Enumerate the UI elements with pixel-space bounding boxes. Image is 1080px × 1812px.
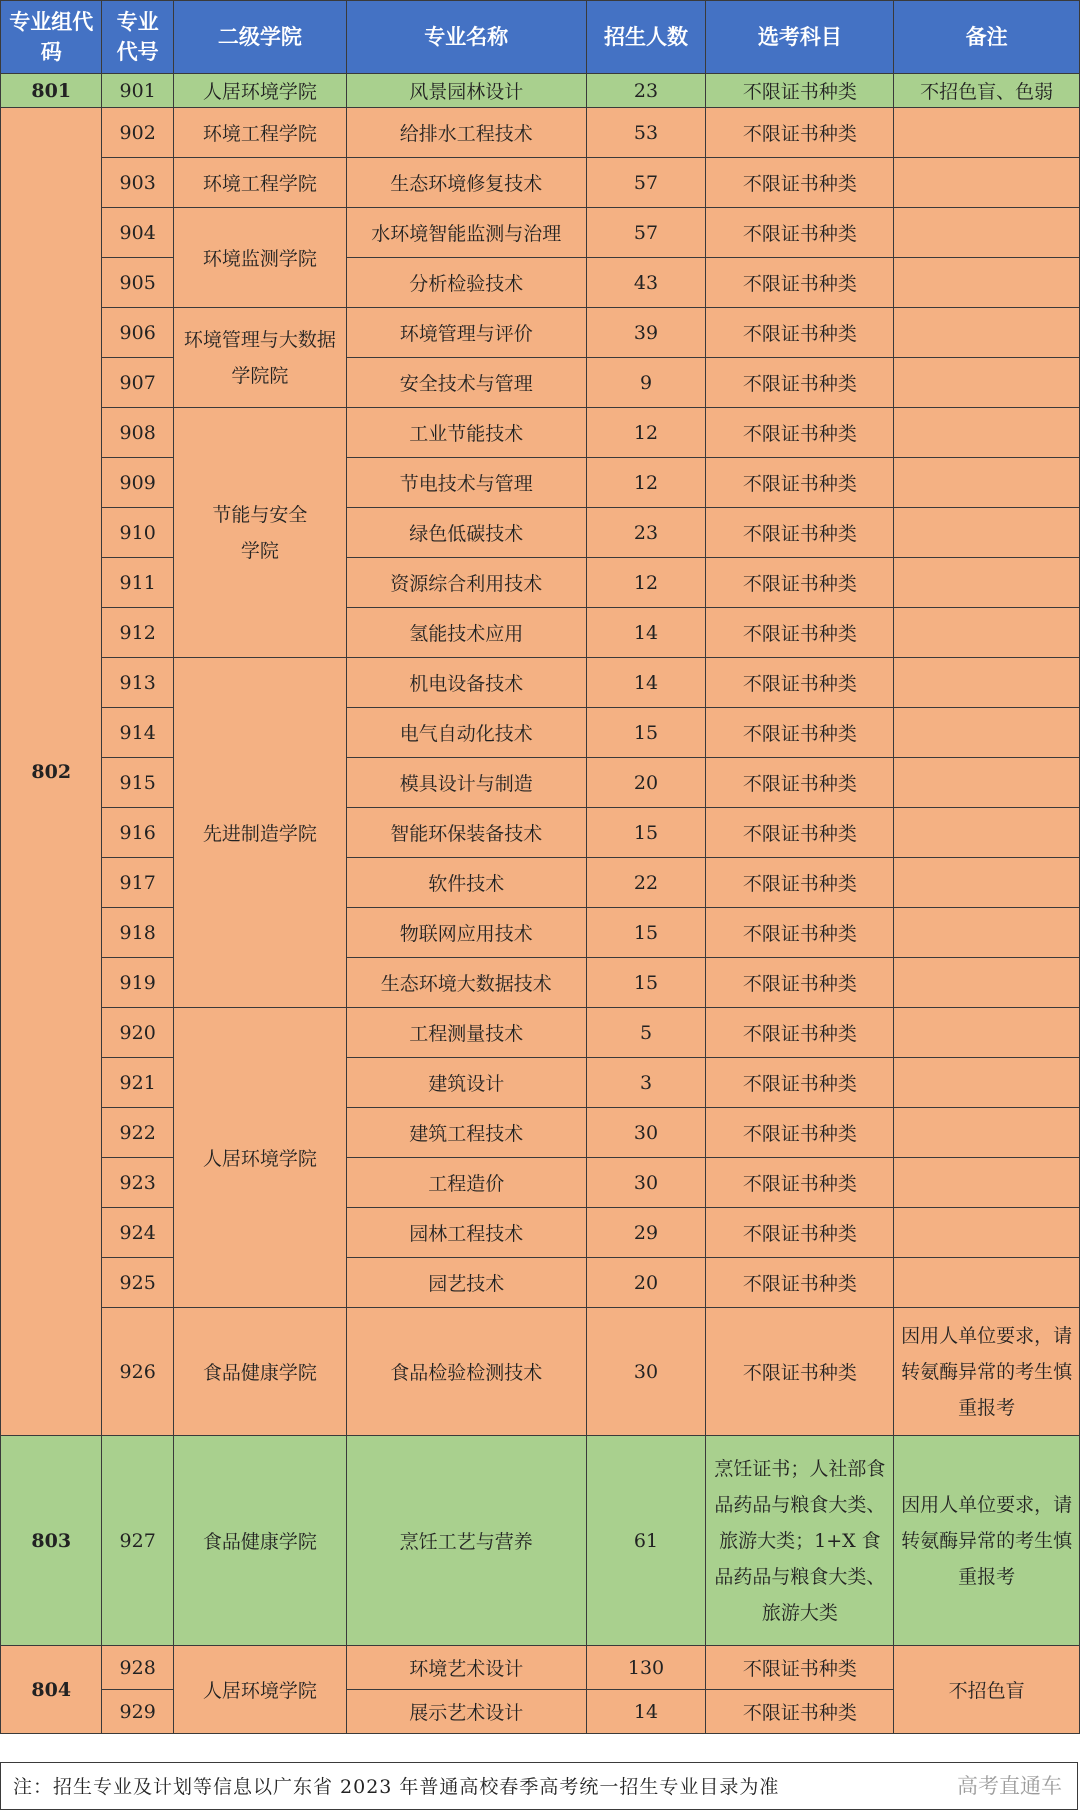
college-cell: 环境管理与大数据学院院	[173, 308, 346, 408]
remark-cell	[894, 1158, 1080, 1208]
major-code-cell: 902	[102, 108, 173, 158]
subject-cell: 不限证书种类	[706, 1208, 894, 1258]
enrollment-cell: 57	[586, 208, 706, 258]
table-row	[1, 308, 1080, 358]
enrollment-cell: 39	[586, 308, 706, 358]
major-name-cell: 烹饪工艺与营养	[346, 1436, 586, 1646]
major-name-cell: 机电设备技术	[346, 658, 586, 708]
major-code-cell: 928	[102, 1646, 173, 1690]
subject-cell: 不限证书种类	[706, 108, 894, 158]
enrollment-cell: 43	[586, 258, 706, 308]
college-cell: 人居环境学院	[173, 1008, 346, 1308]
major-code-cell: 926	[102, 1308, 173, 1436]
subject-cell: 不限证书种类	[706, 358, 894, 408]
subject-cell: 不限证书种类	[706, 308, 894, 358]
major-name-cell: 安全技术与管理	[346, 358, 586, 408]
major-code-cell: 924	[102, 1208, 173, 1258]
major-code-cell: 923	[102, 1158, 173, 1208]
enrollment-cell: 30	[586, 1308, 706, 1436]
remark-cell: 因用人单位要求，请转氨酶异常的考生慎重报考	[894, 1436, 1080, 1646]
major-code-cell: 914	[102, 708, 173, 758]
major-name-cell: 风景园林设计	[346, 74, 586, 108]
subject-cell: 不限证书种类	[706, 458, 894, 508]
group-code-cell: 804	[1, 1646, 102, 1734]
subject-cell: 不限证书种类	[706, 1058, 894, 1108]
table-row	[1, 1108, 1080, 1158]
major-name-cell: 生态环境修复技术	[346, 158, 586, 208]
subject-cell: 不限证书种类	[706, 858, 894, 908]
major-name-cell: 园艺技术	[346, 1258, 586, 1308]
subject-cell: 不限证书种类	[706, 208, 894, 258]
enrollment-cell: 30	[586, 1158, 706, 1208]
remark-cell	[894, 808, 1080, 858]
major-name-cell: 模具设计与制造	[346, 758, 586, 808]
major-name-cell: 展示艺术设计	[346, 1690, 586, 1734]
major-name-cell: 氢能技术应用	[346, 608, 586, 658]
major-code-cell: 921	[102, 1058, 173, 1108]
major-name-cell: 工程造价	[346, 1158, 586, 1208]
remark-cell	[894, 608, 1080, 658]
remark-cell	[894, 1008, 1080, 1058]
table-row	[1, 958, 1080, 1008]
remark-cell	[894, 1058, 1080, 1108]
enrollment-cell: 61	[586, 1436, 706, 1646]
subject-cell: 不限证书种类	[706, 508, 894, 558]
enrollment-cell: 22	[586, 858, 706, 908]
enrollment-cell: 29	[586, 1208, 706, 1258]
major-code-cell: 917	[102, 858, 173, 908]
enrollment-cell: 57	[586, 158, 706, 208]
enrollment-cell: 23	[586, 74, 706, 108]
enrollment-cell: 15	[586, 708, 706, 758]
major-code-cell: 906	[102, 308, 173, 358]
major-name-cell: 建筑工程技术	[346, 1108, 586, 1158]
subject-cell: 不限证书种类	[706, 758, 894, 808]
enrollment-cell: 30	[586, 1108, 706, 1158]
table-row	[1, 1008, 1080, 1058]
header-remarks: 备注	[894, 1, 1080, 74]
subject-cell: 不限证书种类	[706, 74, 894, 108]
subject-cell: 不限证书种类	[706, 1108, 894, 1158]
enrollment-cell: 14	[586, 608, 706, 658]
enrollment-cell: 20	[586, 1258, 706, 1308]
remark-cell: 因用人单位要求，请转氨酶异常的考生慎重报考	[894, 1308, 1080, 1436]
table-row	[1, 74, 1080, 108]
table-row	[1, 758, 1080, 808]
table-row	[1, 808, 1080, 858]
major-code-cell: 916	[102, 808, 173, 858]
table-row	[1, 108, 1080, 158]
table-row	[1, 908, 1080, 958]
subject-cell: 不限证书种类	[706, 1308, 894, 1436]
table-row	[1, 1436, 1080, 1646]
header-subjects: 选考科目	[706, 1, 894, 74]
major-name-cell: 资源综合利用技术	[346, 558, 586, 608]
major-name-cell: 软件技术	[346, 858, 586, 908]
group-code-cell: 803	[1, 1436, 102, 1646]
subject-cell: 不限证书种类	[706, 958, 894, 1008]
enrollment-cell: 5	[586, 1008, 706, 1058]
major-name-cell: 园林工程技术	[346, 1208, 586, 1258]
major-code-cell: 903	[102, 158, 173, 208]
major-code-cell: 907	[102, 358, 173, 408]
subject-cell: 不限证书种类	[706, 1158, 894, 1208]
major-code-cell: 904	[102, 208, 173, 258]
remark-cell	[894, 958, 1080, 1008]
major-name-cell: 给排水工程技术	[346, 108, 586, 158]
remark-cell	[894, 508, 1080, 558]
table-row	[1, 1258, 1080, 1308]
remark-cell	[894, 158, 1080, 208]
major-code-cell: 922	[102, 1108, 173, 1158]
major-code-cell: 912	[102, 608, 173, 658]
table-row	[1, 708, 1080, 758]
enrollment-cell: 23	[586, 508, 706, 558]
subject-cell: 不限证书种类	[706, 608, 894, 658]
group-code-cell: 801	[1, 74, 102, 108]
major-name-cell: 绿色低碳技术	[346, 508, 586, 558]
major-name-cell: 环境艺术设计	[346, 1646, 586, 1690]
enrollment-cell: 12	[586, 558, 706, 608]
enrollment-cell: 130	[586, 1646, 706, 1690]
remark-cell	[894, 908, 1080, 958]
enrollment-cell: 15	[586, 908, 706, 958]
subject-cell: 不限证书种类	[706, 908, 894, 958]
subject-cell: 不限证书种类	[706, 158, 894, 208]
remark-cell: 不招色盲	[894, 1646, 1080, 1734]
subject-cell: 不限证书种类	[706, 658, 894, 708]
header-row	[1, 1, 1080, 74]
major-code-cell: 925	[102, 1258, 173, 1308]
remark-cell	[894, 458, 1080, 508]
college-cell: 人居环境学院	[173, 1646, 346, 1734]
footnote	[0, 1762, 1078, 1810]
major-code-cell: 920	[102, 1008, 173, 1058]
subject-cell: 不限证书种类	[706, 808, 894, 858]
table-row	[1, 258, 1080, 308]
college-cell: 人居环境学院	[173, 74, 346, 108]
major-name-cell: 工业节能技术	[346, 408, 586, 458]
header-group-code: 专业组代码	[1, 1, 102, 74]
remark-cell	[894, 258, 1080, 308]
enrollment-cell: 14	[586, 1690, 706, 1734]
remark-cell	[894, 308, 1080, 358]
table-row	[1, 508, 1080, 558]
table-row	[1, 1158, 1080, 1208]
major-code-cell: 913	[102, 658, 173, 708]
college-cell: 环境工程学院	[173, 158, 346, 208]
enrollment-cell: 14	[586, 658, 706, 708]
major-name-cell: 分析检验技术	[346, 258, 586, 308]
major-code-cell: 927	[102, 1436, 173, 1646]
major-code-cell: 929	[102, 1690, 173, 1734]
table-row	[1, 608, 1080, 658]
remark-cell	[894, 708, 1080, 758]
enrollment-cell: 20	[586, 758, 706, 808]
college-cell: 食品健康学院	[173, 1308, 346, 1436]
remark-cell	[894, 658, 1080, 708]
remark-cell	[894, 108, 1080, 158]
subject-cell: 不限证书种类	[706, 258, 894, 308]
subject-cell: 不限证书种类	[706, 558, 894, 608]
table-row	[1, 858, 1080, 908]
table-row	[1, 208, 1080, 258]
major-code-cell: 910	[102, 508, 173, 558]
major-name-cell: 生态环境大数据技术	[346, 958, 586, 1008]
subject-cell: 不限证书种类	[706, 708, 894, 758]
subject-cell: 不限证书种类	[706, 1646, 894, 1690]
watermark: 高考直通车	[957, 1774, 1062, 1798]
table-row	[1, 158, 1080, 208]
remark-cell	[894, 558, 1080, 608]
table-row	[1, 1308, 1080, 1436]
subject-cell: 不限证书种类	[706, 408, 894, 458]
header-college: 二级学院	[173, 1, 346, 74]
major-code-cell: 918	[102, 908, 173, 958]
college-cell: 环境监测学院	[173, 208, 346, 308]
enrollment-cell: 12	[586, 458, 706, 508]
remark-cell	[894, 1208, 1080, 1258]
major-name-cell: 智能环保装备技术	[346, 808, 586, 858]
remark-cell	[894, 758, 1080, 808]
table-row	[1, 1208, 1080, 1258]
table-row	[1, 658, 1080, 708]
table-row	[1, 1646, 1080, 1690]
remark-cell	[894, 1258, 1080, 1308]
major-code-cell: 919	[102, 958, 173, 1008]
major-name-cell: 水环境智能监测与治理	[346, 208, 586, 258]
major-code-cell: 901	[102, 74, 173, 108]
table-row	[1, 1058, 1080, 1108]
major-code-cell: 905	[102, 258, 173, 308]
major-name-cell: 电气自动化技术	[346, 708, 586, 758]
table-row	[1, 408, 1080, 458]
enrollment-cell: 9	[586, 358, 706, 408]
major-name-cell: 工程测量技术	[346, 1008, 586, 1058]
remark-cell	[894, 208, 1080, 258]
major-code-cell: 915	[102, 758, 173, 808]
subject-cell: 不限证书种类	[706, 1258, 894, 1308]
major-name-cell: 食品检验检测技术	[346, 1308, 586, 1436]
group-code-cell: 802	[1, 108, 102, 1436]
enrollment-cell: 15	[586, 958, 706, 1008]
college-cell: 食品健康学院	[173, 1436, 346, 1646]
remark-cell: 不招色盲、色弱	[894, 74, 1080, 108]
enrollment-cell: 3	[586, 1058, 706, 1108]
college-cell: 环境工程学院	[173, 108, 346, 158]
remark-cell	[894, 408, 1080, 458]
subject-cell: 不限证书种类	[706, 1008, 894, 1058]
major-name-cell: 建筑设计	[346, 1058, 586, 1108]
enrollment-cell: 15	[586, 808, 706, 858]
major-name-cell: 环境管理与评价	[346, 308, 586, 358]
remark-cell	[894, 358, 1080, 408]
header-major-code: 专业代号	[102, 1, 173, 74]
remark-cell	[894, 1108, 1080, 1158]
footnote-text: 注：招生专业及计划等信息以广东省 2023 年普通高校春季高考统一招生专业目录为准	[13, 1776, 780, 1798]
major-code-cell: 911	[102, 558, 173, 608]
header-enrollment: 招生人数	[586, 1, 706, 74]
enrollment-cell: 12	[586, 408, 706, 458]
major-code-cell: 909	[102, 458, 173, 508]
college-cell: 先进制造学院	[173, 658, 346, 1008]
major-code-cell: 908	[102, 408, 173, 458]
subject-cell: 烹饪证书；人社部食品药品与粮食大类、旅游大类；1+X 食品药品与粮食大类、旅游大类	[706, 1436, 894, 1646]
table-row	[1, 458, 1080, 508]
college-cell: 节能与安全学院	[173, 408, 346, 658]
table-row	[1, 558, 1080, 608]
remark-cell	[894, 858, 1080, 908]
major-name-cell: 节电技术与管理	[346, 458, 586, 508]
major-name-cell: 物联网应用技术	[346, 908, 586, 958]
subject-cell: 不限证书种类	[706, 1690, 894, 1734]
header-major-name: 专业名称	[346, 1, 586, 74]
enrollment-cell: 53	[586, 108, 706, 158]
table-row	[1, 358, 1080, 408]
